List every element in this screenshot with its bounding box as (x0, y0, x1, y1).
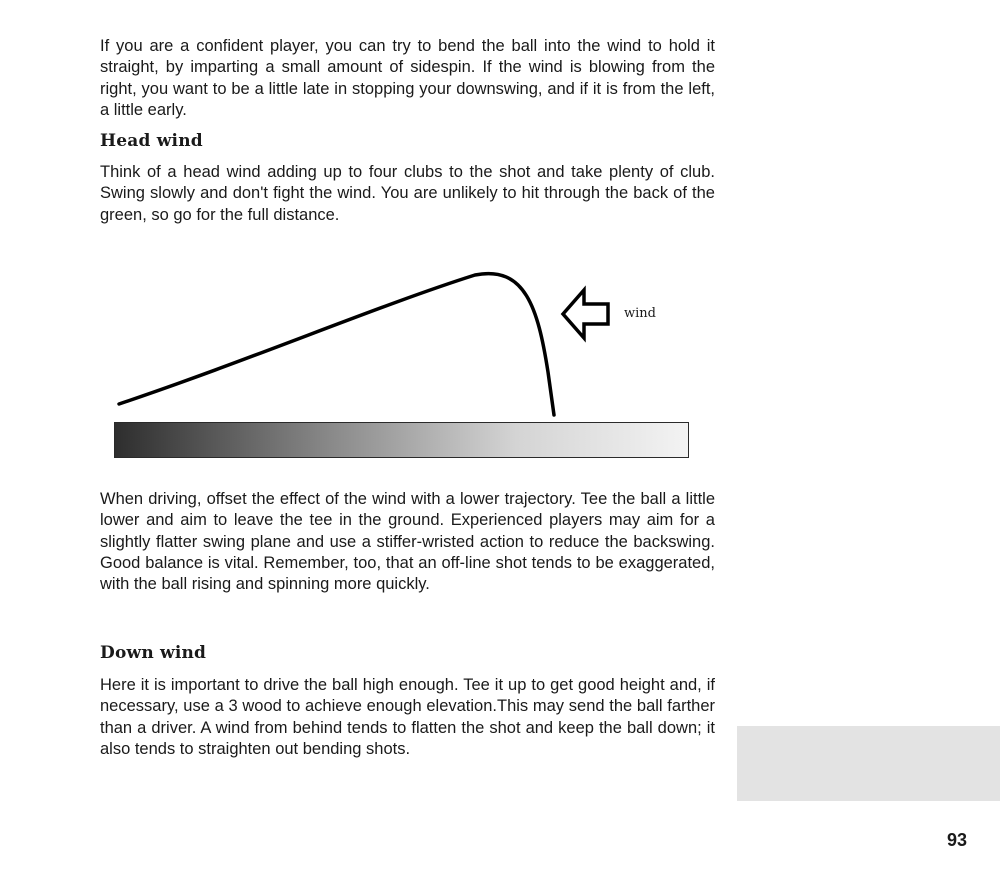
wind-label: wind (624, 306, 656, 321)
paragraph-crosswind: If you are a confident player, you can try to bend the ball into the wind to hold it straight, by imparting a small amount of sidespin. If the wind is blowing from the right, you want to be a little late in stopping your downswing, and if it is from the left, a little early. (100, 37, 715, 119)
paragraph-head-wind: Think of a head wind adding up to four clubs to the shot and take plenty of club. Swing slowly and don't fight the wind. You are unlikely to hit through the back of the green, so go for the full distance. (100, 163, 715, 224)
ball-trajectory-curve (119, 274, 554, 415)
heading-head-wind: Head wind (100, 131, 203, 151)
page-number: 93 (947, 830, 968, 850)
paragraph-driving: When driving, offset the effect of the wind with a lower trajectory. Tee the ball a little lower and aim to leave the tee in the ground. Experienced players may aim for a slightly flatter swing plane and use a stiffer-wristed action to reduce the backswing. Good balance is vital. Remember, too, that an off-line shot tends to be exaggerated, with the ball rising and spinning more quickly. (100, 490, 715, 594)
paragraph-down-wind: Here it is important to drive the ball high enough. Tee it up to get good height and, if necessary, use a 3 wood to achieve enough elevation.This may send the ball farther than a driver. A wind from behind tends to flatten the shot and keep the ball down; it also tends to straighten out bending shots. (100, 676, 715, 758)
heading-down-wind: Down wind (100, 643, 207, 663)
grey-margin-panel (737, 726, 1000, 801)
ground-gradient-bar (114, 422, 689, 458)
left-arrow-icon (563, 290, 608, 338)
